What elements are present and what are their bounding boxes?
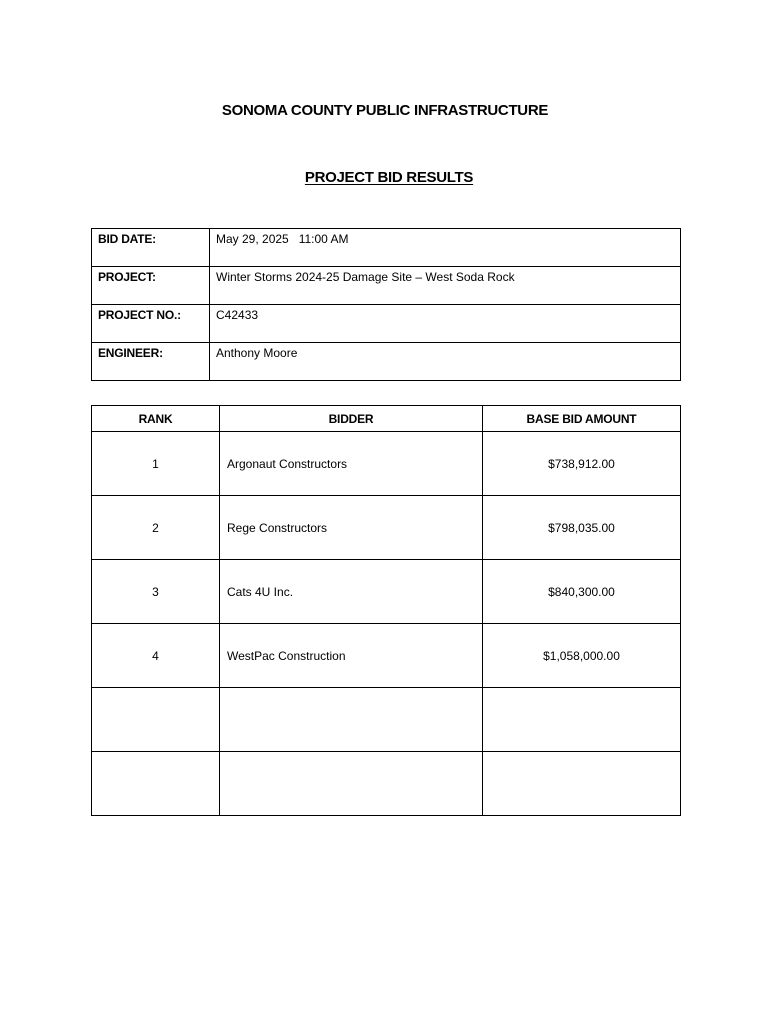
rank-cell: 4 bbox=[92, 624, 220, 688]
project-label: PROJECT: bbox=[92, 267, 210, 305]
table-row bbox=[92, 752, 681, 816]
table-row bbox=[92, 432, 681, 496]
bidder-cell: Argonaut Constructors bbox=[220, 432, 483, 496]
project-value: Winter Storms 2024-25 Damage Site – West Soda Rock bbox=[210, 267, 681, 305]
amount-column-header: BASE BID AMOUNT bbox=[483, 406, 681, 432]
engineer-row bbox=[92, 343, 681, 381]
bidder-cell: Cats 4U Inc. bbox=[220, 560, 483, 624]
rank-column-header: RANK bbox=[92, 406, 220, 432]
project-no-value: C42433 bbox=[210, 305, 681, 343]
amount-cell: $840,300.00 bbox=[483, 560, 681, 624]
engineer-label: ENGINEER: bbox=[92, 343, 210, 381]
project-row bbox=[92, 267, 681, 305]
amount-cell: $1,058,000.00 bbox=[483, 624, 681, 688]
page-title bbox=[0, 169, 770, 186]
rank-cell bbox=[92, 688, 220, 752]
project-info-table bbox=[91, 228, 681, 381]
bidder-cell bbox=[220, 752, 483, 816]
rank-cell: 2 bbox=[92, 496, 220, 560]
table-row bbox=[92, 624, 681, 688]
bid-date-value: May 29, 2025 11:00 AM bbox=[210, 229, 681, 267]
table-row bbox=[92, 560, 681, 624]
amount-cell: $738,912.00 bbox=[483, 432, 681, 496]
bid-date-label: BID DATE: bbox=[92, 229, 210, 267]
bidder-column-header: BIDDER bbox=[220, 406, 483, 432]
organization-heading: SONOMA COUNTY PUBLIC INFRASTRUCTURE bbox=[221, 102, 549, 119]
page-title-text: PROJECT BID RESULTS bbox=[304, 169, 474, 186]
table-row bbox=[92, 688, 681, 752]
amount-cell bbox=[483, 752, 681, 816]
rank-cell: 1 bbox=[92, 432, 220, 496]
rank-cell: 3 bbox=[92, 560, 220, 624]
project-no-label: PROJECT NO.: bbox=[92, 305, 210, 343]
project-no-row bbox=[92, 305, 681, 343]
bid-date-row bbox=[92, 229, 681, 267]
table-header-row bbox=[92, 406, 681, 432]
engineer-value: Anthony Moore bbox=[210, 343, 681, 381]
amount-cell: $798,035.00 bbox=[483, 496, 681, 560]
amount-cell bbox=[483, 688, 681, 752]
rank-cell bbox=[92, 752, 220, 816]
bid-results-table bbox=[91, 405, 681, 816]
bidder-cell: Rege Constructors bbox=[220, 496, 483, 560]
bidder-cell: WestPac Construction bbox=[220, 624, 483, 688]
table-row bbox=[92, 496, 681, 560]
bidder-cell bbox=[220, 688, 483, 752]
